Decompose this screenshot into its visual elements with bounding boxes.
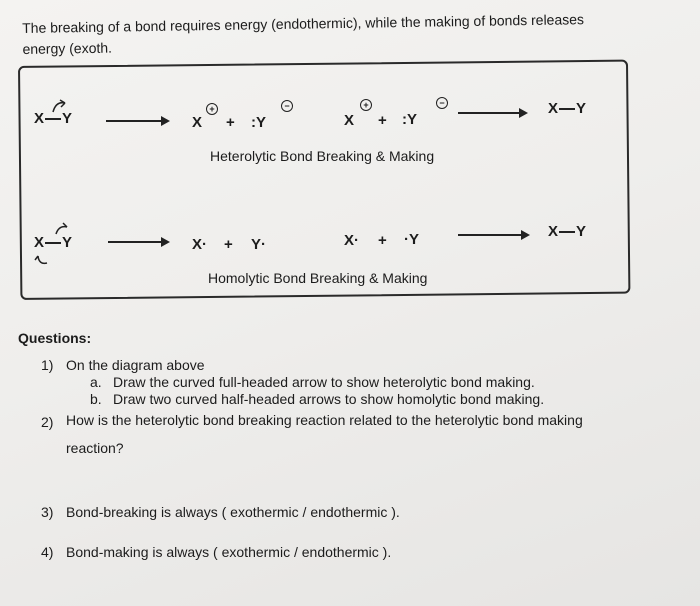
hetero-product-y: :Y [251, 114, 266, 131]
homo-product-plus: + [224, 236, 233, 253]
hetero-reactant-x: X [34, 110, 45, 127]
q2-number: 2) [41, 414, 54, 430]
q1b-text: Draw two curved half-headed arrows to show homolytic bond making. [113, 391, 545, 407]
homo-reactant-x: X [34, 234, 45, 251]
homo-caption: Homolytic Bond Breaking & Making [208, 270, 428, 286]
q1b-number: b. [90, 391, 102, 407]
homo-reverse-plus: + [378, 232, 387, 249]
hetero-result [548, 100, 586, 117]
homo-reverse-x: X· [344, 232, 359, 249]
hetero-result-x: X [548, 100, 559, 117]
positive-charge-icon: + [360, 99, 372, 111]
bond-line [559, 231, 575, 233]
homo-result [548, 223, 586, 240]
homo-make-arrow [458, 234, 528, 236]
negative-charge-icon: − [436, 97, 448, 109]
q3-text: Bond-breaking is always ( exothermic / endothermic ). [66, 504, 400, 520]
negative-charge-icon: − [281, 100, 293, 112]
bond-line [559, 108, 575, 110]
q2-text-line1: How is the heterolytic bond breaking reaction related to the heterolytic bond making [66, 412, 583, 428]
q2-text-line2: reaction? [66, 440, 124, 456]
bond-line [45, 242, 61, 244]
hetero-reverse-x: X [344, 112, 355, 129]
curved-full-arrow-icon [50, 98, 72, 114]
hetero-reactant-y: Y [62, 110, 73, 127]
hetero-break-arrow [106, 120, 168, 122]
bond-line [45, 118, 61, 120]
q1-number: 1) [41, 357, 54, 373]
hetero-product-plus: + [226, 114, 235, 131]
homo-reactant-y: Y [62, 234, 73, 251]
hetero-product-x: X [192, 114, 203, 131]
hetero-caption: Heterolytic Bond Breaking & Making [210, 148, 435, 164]
reaction-diagram-panel [18, 60, 630, 300]
intro-text: The breaking of a bond requires energy (endothermic), while the making of bonds releases energy (exoth. [22, 11, 585, 57]
homo-reverse-y: ·Y [404, 231, 419, 248]
homo-product-x: X· [192, 236, 207, 253]
hetero-reverse-plus: + [378, 112, 387, 129]
homo-break-arrow [108, 241, 168, 243]
homo-result-y: Y [576, 223, 587, 240]
q4-number: 4) [41, 544, 54, 560]
q1a-number: a. [90, 374, 102, 390]
hetero-make-arrow [458, 112, 526, 114]
positive-charge-icon: + [206, 103, 218, 115]
half-headed-arrow-icon [34, 254, 52, 268]
questions-heading: Questions: [18, 330, 92, 346]
homo-result-x: X [548, 223, 559, 240]
q3-number: 3) [41, 504, 54, 520]
hetero-reverse-y: :Y [402, 111, 417, 128]
half-headed-arrow-icon [52, 222, 74, 236]
homo-reactant [34, 234, 72, 251]
hetero-result-y: Y [576, 100, 587, 117]
q1-text: On the diagram above [66, 357, 205, 373]
homo-product-y: Y· [251, 236, 266, 253]
q4-text: Bond-making is always ( exothermic / endothermic ). [66, 544, 392, 560]
q1a-text: Draw the curved full-headed arrow to show heterolytic bond making. [113, 374, 535, 390]
